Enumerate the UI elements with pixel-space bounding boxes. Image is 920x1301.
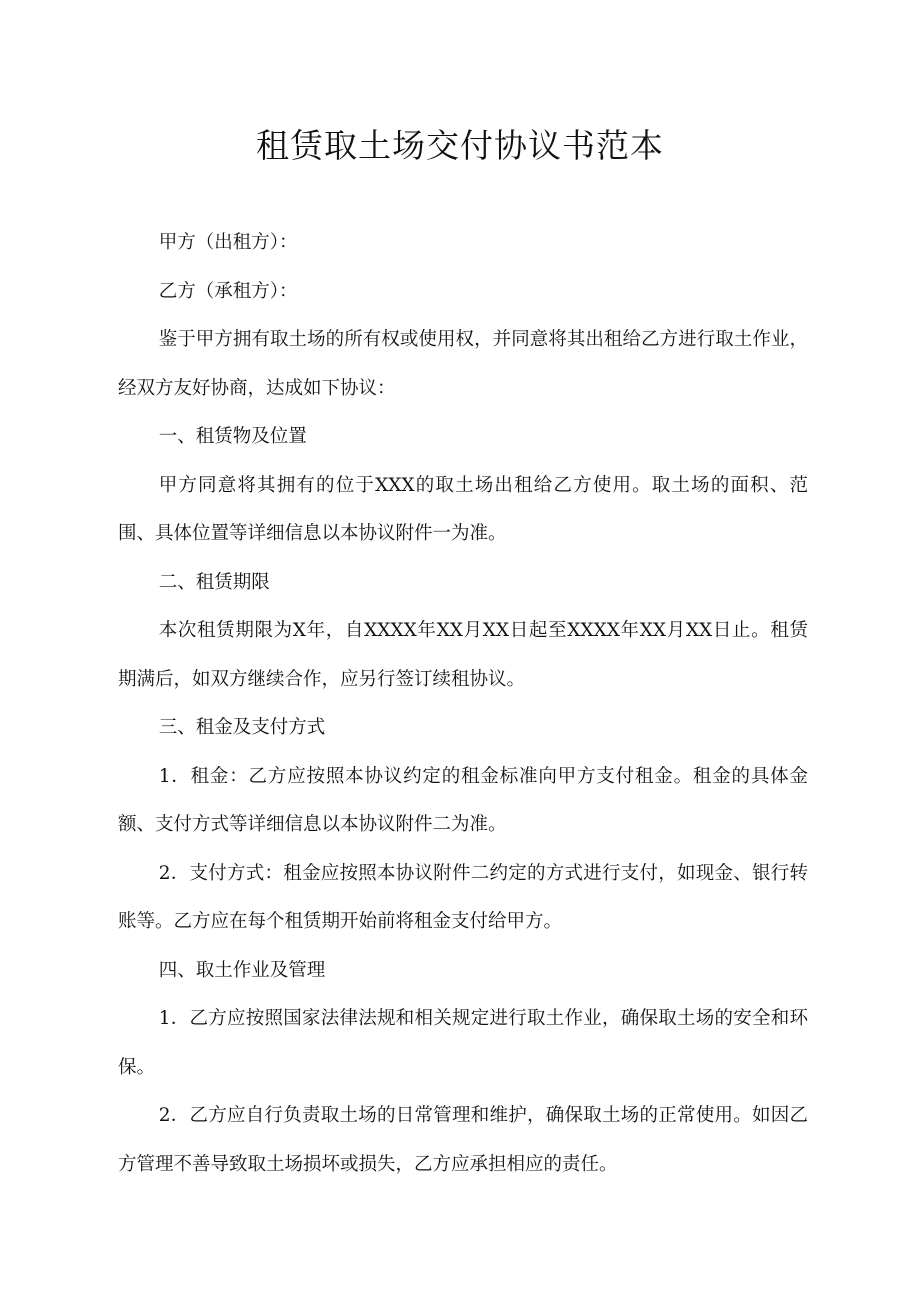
section-heading-1: 一、租赁物及位置 — [158, 426, 307, 447]
section-1-paragraph: 甲方同意将其拥有的位于XXX的取土场出租给乙方使用。取土场的面积、范围、具体位置等详细信息以本协议附件一为准。 — [118, 474, 808, 544]
party-b-line: 乙方（承租方）： — [158, 280, 298, 302]
preamble-paragraph: 鉴于甲方拥有取土场的所有权或使用权，并同意将其出租给乙方进行取土作业，经双方友好协商，达成如下协议： — [118, 329, 808, 399]
section-heading-3: 三、租金及支付方式 — [158, 717, 326, 738]
section-heading-4: 四、取土作业及管理 — [158, 959, 326, 981]
document-body — [118, 219, 808, 1189]
section-heading-2: 二、租赁期限 — [158, 571, 270, 593]
section-4-item-1: 1．乙方应按照国家法律法规和相关规定进行取土作业，确保取土场的安全和环保。 — [118, 1008, 808, 1078]
section-4-item-2: 2．乙方应自行负责取土场的日常管理和维护，确保取土场的正常使用。如因乙方管理不善导致取土场损坏或损失，乙方应承担相应的责任。 — [118, 1105, 808, 1175]
document-title: 租赁取土场交付协议书范本 — [256, 126, 664, 165]
section-2-paragraph: 本次租赁期限为X年，自XXXX年XX月XX日起至XXXX年XX月XX日止。租赁期满后，如双方继续合作，应另行签订续租协议。 — [118, 620, 808, 690]
party-a-line: 甲方（出租方）： — [158, 232, 298, 253]
section-3-item-2: 2．支付方式：租金应按照本协议附件二约定的方式进行支付，如现金、银行转账等。乙方应在每个租赁期开始前将租金支付给甲方。 — [118, 862, 808, 932]
section-3-item-1: 1．租金：乙方应按照本协议约定的租金标准向甲方支付租金。租金的具体金额、支付方式等详细信息以本协议附件二为准。 — [118, 765, 808, 835]
